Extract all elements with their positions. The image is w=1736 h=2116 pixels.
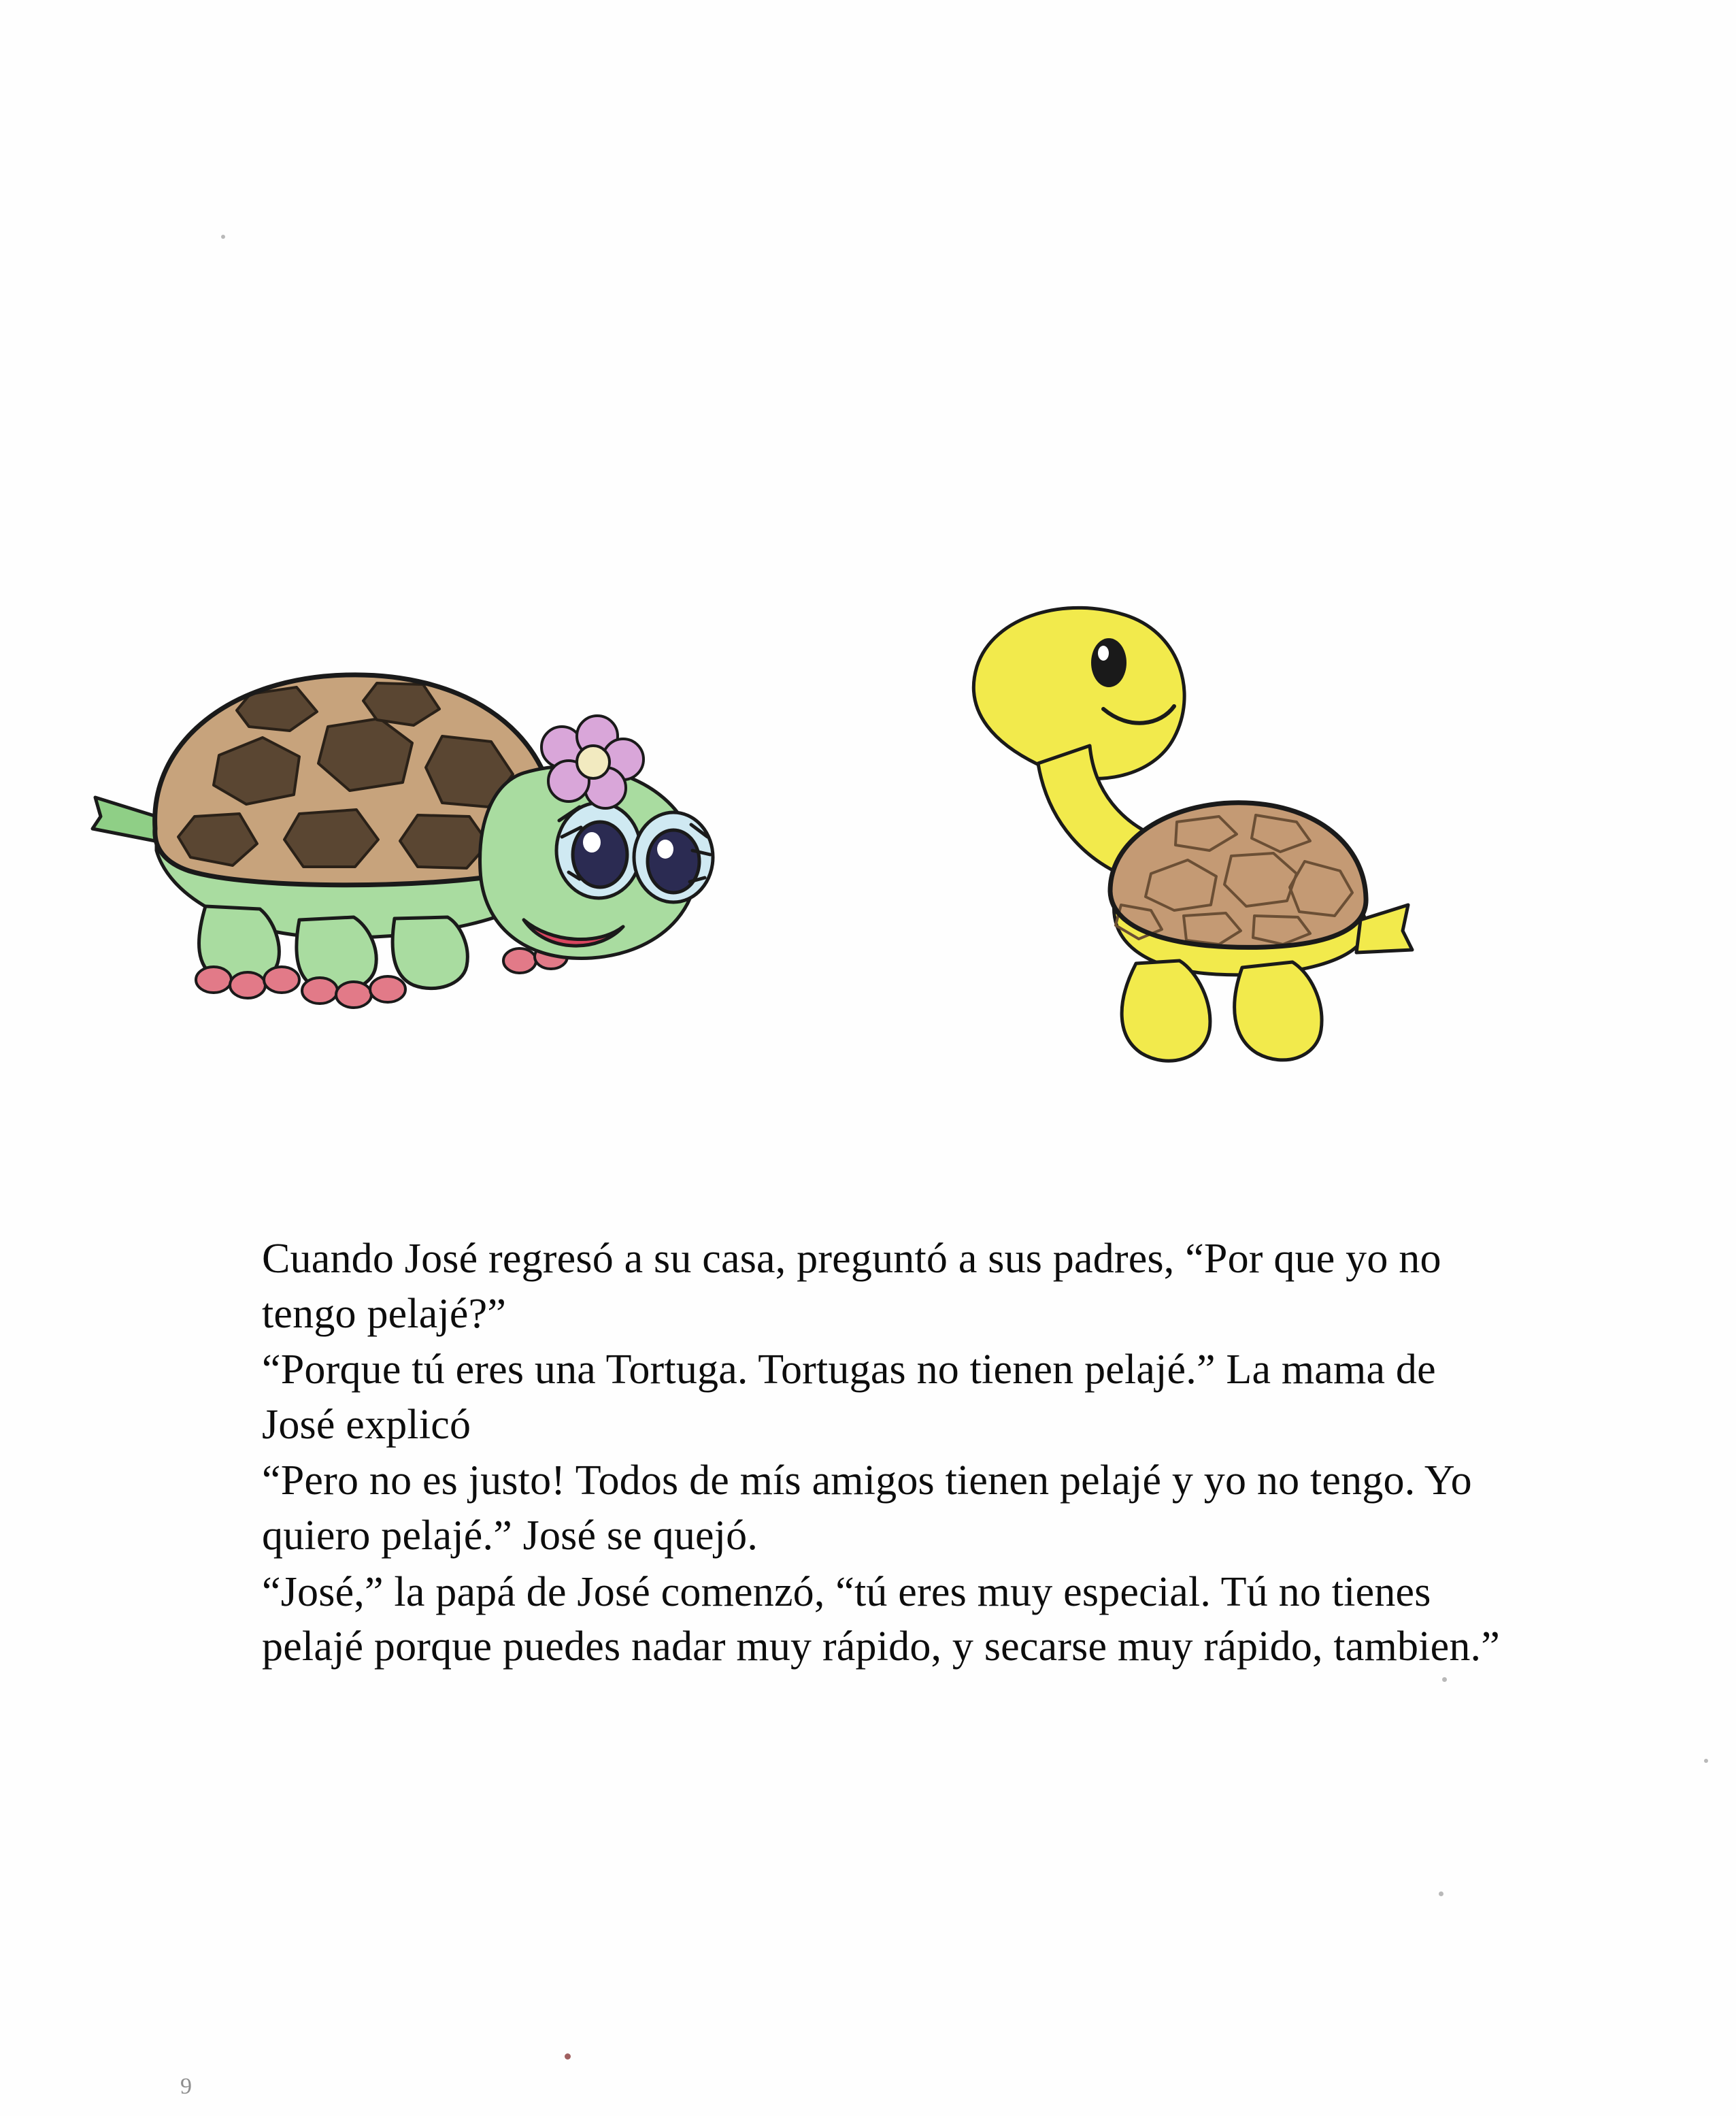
illustration-area (0, 572, 1736, 1184)
story-paragraph-3: “Pero no es justo! Todos de mís amigos tienen pelajé y yo no tengo. Yo quiero pelajé.” José se quejó. (262, 1457, 1483, 1559)
scan-speck (1439, 1891, 1443, 1896)
scan-speck (221, 235, 225, 239)
story-paragraph-1: Cuando José regresó a su casa, preguntó a sus padres, “Por que yo no tengo pelajé?” (262, 1236, 1452, 1337)
jose-turtle-illustration (912, 585, 1415, 1102)
scan-speck (565, 2053, 571, 2060)
page-number: 9 (180, 2074, 192, 2099)
mother-turtle-illustration (75, 612, 864, 1055)
scan-speck (1704, 1759, 1708, 1763)
story-paragraph-2: “Porque tú eres una Tortuga. Tortugas no tienen pelajé.” La mama de José explicó (262, 1346, 1447, 1448)
story-paragraph-4: “José,” la papá de José comenzó, “tú eres muy especial. Tú no tienes pelajé porque puedes nadar muy rápido, y secarse muy rápido, tambien.” (262, 1568, 1500, 1670)
story-text-block (262, 1231, 1514, 1676)
scan-speck (1442, 1677, 1447, 1682)
